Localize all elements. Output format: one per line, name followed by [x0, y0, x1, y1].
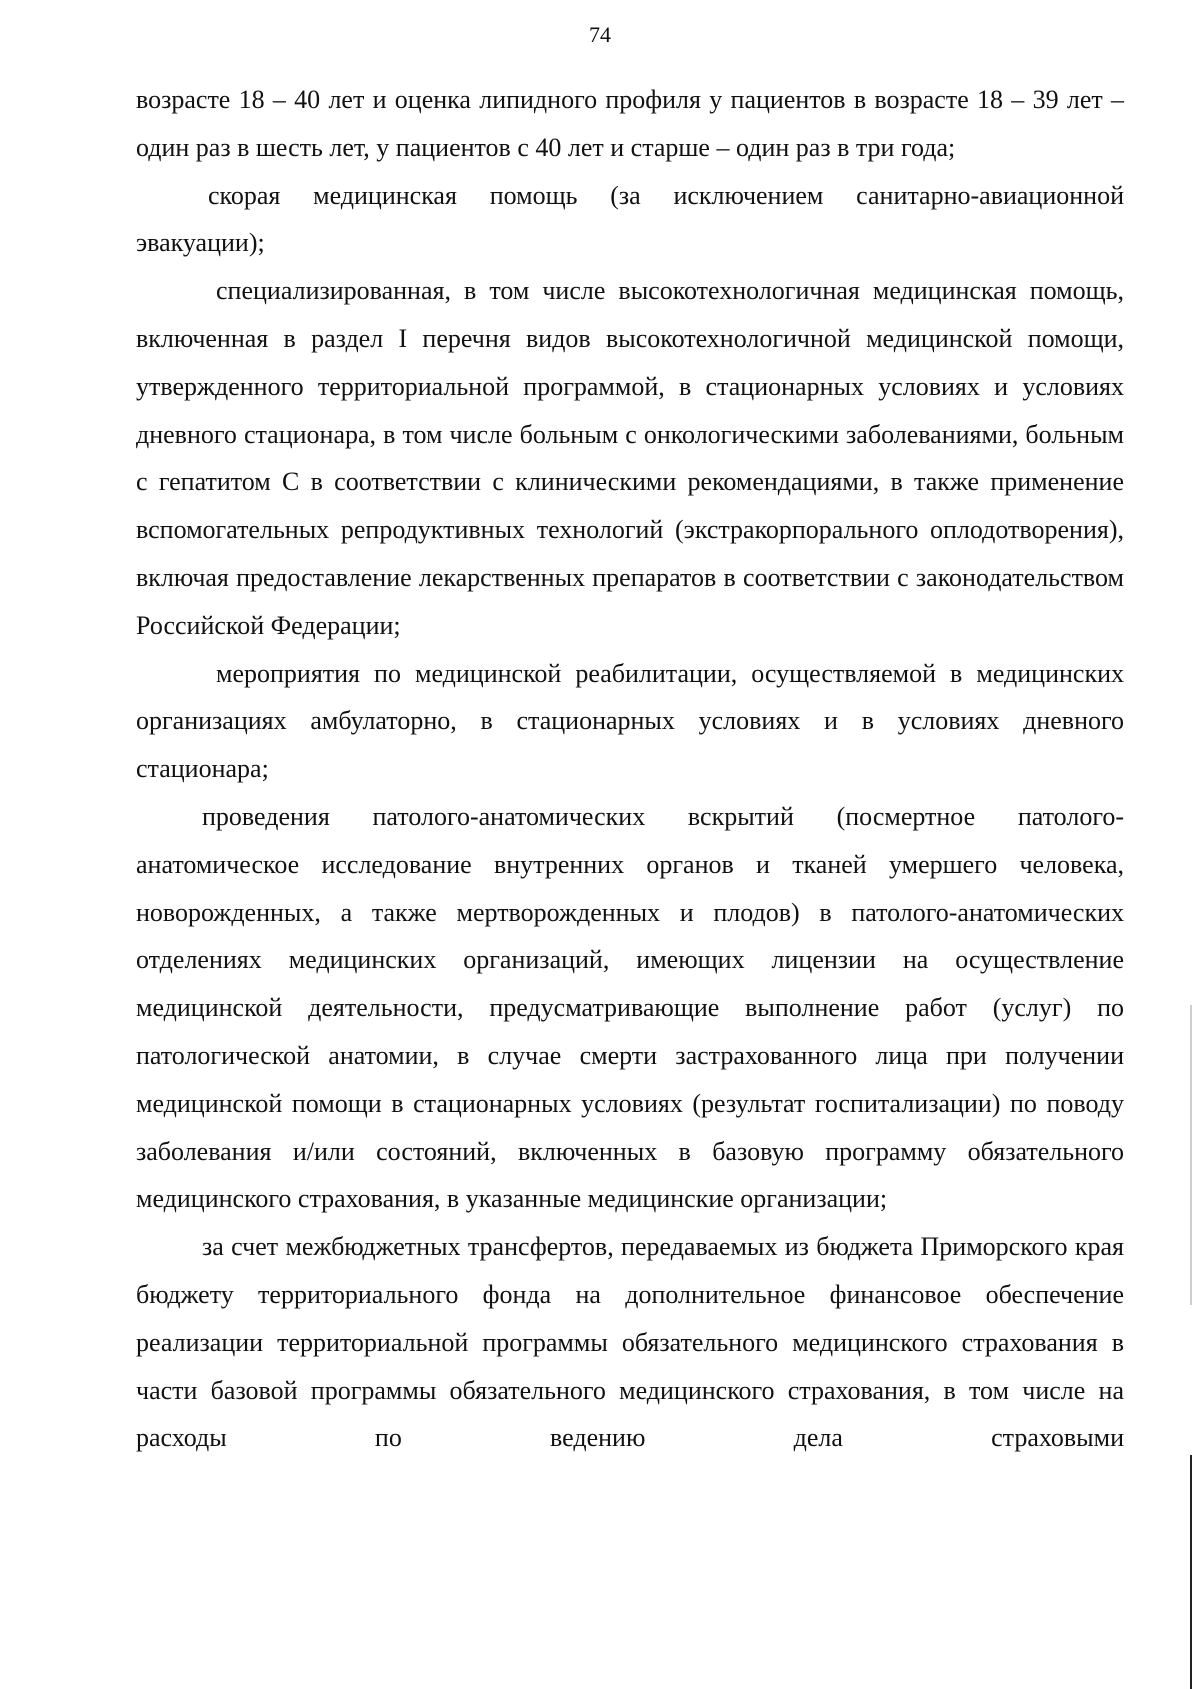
paragraph-emergency-care: скорая медицинская помощь (за исключением санитарно-авиационной эвакуации); [136, 180, 1124, 258]
paragraph-interbudget-transfers: за счет межбюджетных трансфертов, передаваемых из бюджета Приморского края бюджету территориального фонда на дополнительное финансовое обеспечение реализации территориальной программы обязательного медицинского страхования в части базовой программы обязательного медицинского страхования, в том числе на расходы по ведению дела страховыми [136, 1232, 1124, 1453]
scan-edge-mark-dark [1190, 1455, 1192, 1689]
body-text [136, 76, 1124, 1462]
paragraph-lipid-profile: возрасте 18 – 40 лет и оценка липидного профиля у пациентов в возрасте 18 – 39 лет – один раз в шесть лет, у пациентов с 40 лет и старше – один раз в три года; [136, 85, 1124, 162]
page-number: 74 [589, 22, 611, 47]
paragraph-specialized-care: специализированная, в том числе высокотехнологичная медицинская помощь, включенная в раздел I перечня видов высокотехнологичной медицинской помощи, утвержденного территориальной программой, в стационарных условиях и условиях дневного стационара, в том числе больным с онкологическими заболеваниями, больным с гепатитом С в соответствии с клиническими рекомендациями, в также применение вспомогательных репродуктивных технологий (экстракорпорального оплодотворения), включая предоставление лекарственных препаратов в соответствии с законодательством Российской Федерации; [136, 276, 1124, 640]
paragraph-autopsy: проведения патолого-анатомических вскрытий (посмертное патолого-анатомическое исследование внутренних органов и тканей умершего человека, новорожденных, а также мертворожденных и плодов) в патолого-анатомических отделениях медицинских организаций, имеющих лицензии на осуществление медицинской деятельности, предусматривающие выполнение работ (услуг) по патологической анатомии, в случае смерти застрахованного лица при получении медицинской помощи в стационарных условиях (результат госпитализации) по поводу заболевания и/или состояний, включенных в базовую программу обязательного медицинского страхования, в указанные медицинские организации; [136, 801, 1124, 1214]
scan-edge-mark [1190, 1005, 1192, 1305]
paragraph-rehabilitation: мероприятия по медицинской реабилитации, осуществляемой в медицинских организациях амбулаторно, в стационарных условиях и в условиях дневного стационара; [136, 658, 1124, 784]
